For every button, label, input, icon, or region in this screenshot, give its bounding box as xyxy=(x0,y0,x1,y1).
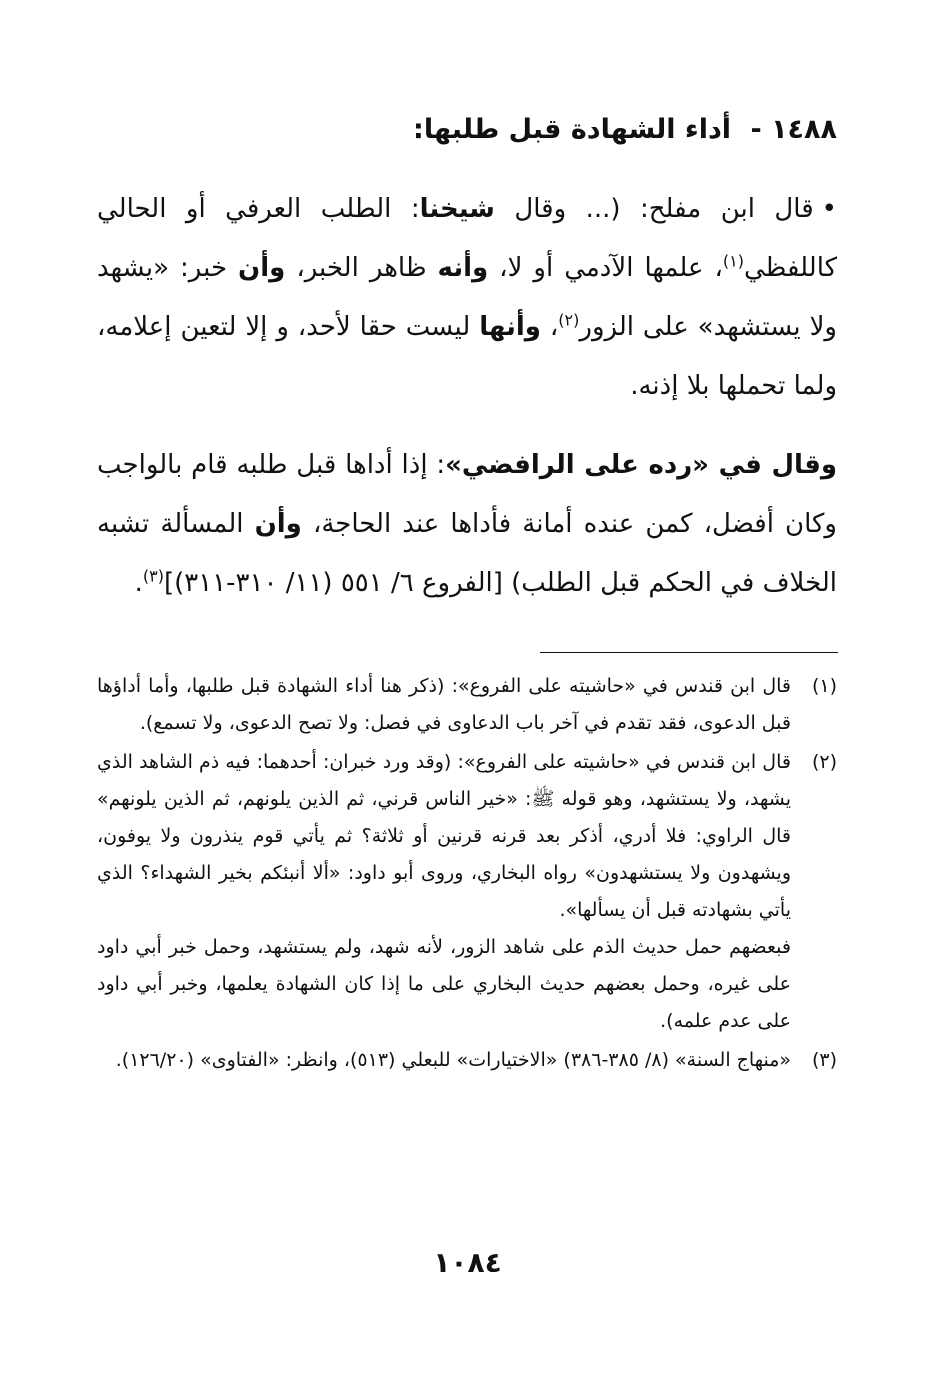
paragraph-2 xyxy=(97,436,837,613)
text-run: ظاهر الخبر، xyxy=(285,253,438,283)
section-title: أداء الشهادة قبل طلبها: xyxy=(413,114,732,145)
footnote-ref-1: (١) xyxy=(722,251,745,271)
bold-run: وأنه xyxy=(437,253,489,283)
footnote-ref-2: (٢) xyxy=(558,310,580,330)
footnote-1 xyxy=(97,668,837,742)
main-text xyxy=(97,180,837,613)
bold-run: وقال في «رده على الرافضي» xyxy=(445,450,837,480)
bold-run: وأنها xyxy=(479,312,541,342)
footnote-separator xyxy=(540,652,838,653)
footnote-ref-3: (٣) xyxy=(142,566,164,586)
text-run: : إذا أداها قبل طلبه قام بالواجب وكان أفضل، كمن عنده أمانة فأداها عند الحاجة، xyxy=(97,450,837,539)
text-run: خبر: «يشهد ولا يستشهد» على الزور xyxy=(97,253,837,342)
footnotes xyxy=(97,668,837,1081)
text-run: . xyxy=(134,568,143,598)
footnote-text: «منهاج السنة» (٨/ ٣٨٥-٣٨٦) «الاختيارات» للبعلي (٥١٣)، وانظر: «الفتاوى» (١٢٦/٢٠). xyxy=(115,1049,791,1071)
bold-run: وأن xyxy=(238,253,286,283)
footnote-text: فبعضهم حمل حديث الذم على شاهد الزور، لأنه شهد، ولم يستشهد، وحمل خبر أبي داود على غيره، وحمل بعضهم حديث البخاري على ما إذا كان الشهادة يعلمها، وخبر أبي داود على عدم علمه). xyxy=(97,936,791,1032)
footnote-number: (٢) xyxy=(811,751,837,773)
page-number: ١٠٨٤ xyxy=(433,1246,502,1279)
footnote-number: (٣) xyxy=(811,1049,837,1071)
footnote-2 xyxy=(97,744,837,1040)
text-run: ، xyxy=(540,312,559,342)
bold-run: شيخنا xyxy=(419,194,495,224)
text-run: المسألة تشبه الخلاف في الحكم قبل الطلب) [الفروع ٦/ ٥٥١ (١١/ ٣١٠-٣١١)] xyxy=(97,509,837,598)
text-run: ليست حقا لأحد، و إلا لتعين إعلامه، ولما تحملها بلا إذنه. xyxy=(97,312,837,401)
footnote-3 xyxy=(97,1042,837,1079)
section-heading xyxy=(97,110,837,150)
bullet-icon: • xyxy=(821,194,837,224)
footnote-text: قال ابن قندس في «حاشيته على الفروع»: (ذكر هنا أداء الشهادة قبل طلبها، وأما أداؤها قبل الدعوى، فقد تقدم في آخر باب الدعاوى في فصل: ولا تصح الدعوى، ولا تسمع). xyxy=(97,675,791,734)
paragraph-1 xyxy=(97,180,837,416)
section-number: ١٤٨٨ - xyxy=(750,114,837,145)
footnote-text: قال ابن قندس في «حاشيته على الفروع»: (وقد ورد خبران: أحدهما: فيه ذم الشاهد الذي يشهد، ولا يستشهد، وهو قوله ﷺ: «خير الناس قرني، ثم الذين يلونهم، ثم الذين يلونهم» قال الراوي: فلا أدري، أذكر بعد قرنه قرنين أو ثلاثة؟ ثم يأتي قوم ينذرون ولا يوفون، ويشهدون ولا يستشهدون» رواه البخاري، وروى أبو داود: «ألا أنبئكم بخير الشهداء؟ الذي يأتي بشهادته قبل أن يسألها». xyxy=(97,751,791,921)
text-run: : الطلب العرفي أو الحالي كاللفظي xyxy=(97,194,837,283)
text-run: ، علمها الآدمي أو لا، xyxy=(488,253,723,283)
bold-run: وأن xyxy=(254,509,302,539)
text-run: قال ابن مفلح: (... وقال xyxy=(494,194,814,224)
footnote-number: (١) xyxy=(811,675,837,697)
